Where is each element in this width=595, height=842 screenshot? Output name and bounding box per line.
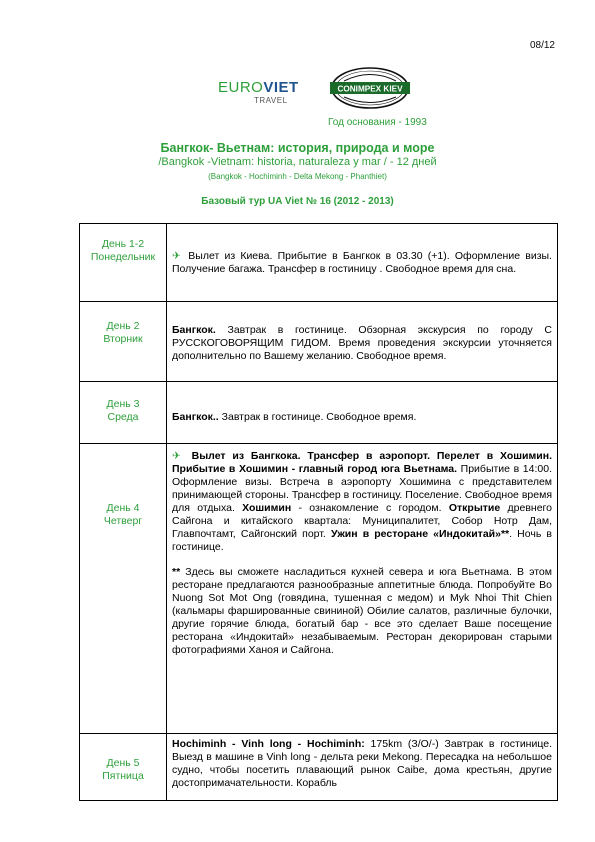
- day-text: . Ночь в гостинице.: [172, 528, 552, 553]
- weekday-label: Четверг: [103, 515, 143, 527]
- day-description: [167, 302, 558, 382]
- founded-year: Год основания - 1993: [328, 117, 427, 128]
- tour-subtitle: /Bangkok -Vietnam: historia, naturaleza y mar / - 12 дней: [158, 156, 437, 168]
- day-text: Прибытие в 14:00. Оформление визы. Встреча в аэропорту Хошимина с представителем принимающей стороны. Трансфер в гостиницу. Поселение. Свободное время для отдыха.: [172, 463, 552, 514]
- day-bold-text: Вылет из Бангкока. Трансфер в аэропорт. Перелет в Хошимин. Прибытие в Хошимин - главный город юга Вьетнама.: [172, 450, 552, 475]
- table-row: [80, 382, 558, 444]
- day-cell: [80, 302, 167, 382]
- day-label: День 4: [106, 502, 140, 514]
- euroviet-logo: [218, 79, 318, 105]
- euroviet-logo-part-a: EURO: [218, 79, 264, 96]
- table-row: [80, 224, 558, 302]
- tour-code: Базовый тур UA Viet № 16 (2012 - 2013): [201, 196, 394, 207]
- table-row: [80, 734, 558, 801]
- itinerary-table: [79, 223, 558, 801]
- day-text: - ознакомление с городом.: [291, 502, 449, 514]
- day-bold-text: Бангкок.: [172, 324, 216, 336]
- day-description: [167, 382, 558, 444]
- day-description: [167, 444, 558, 734]
- weekday-label: Пятница: [102, 770, 144, 782]
- conimpex-logo: [330, 66, 410, 111]
- table-row: [80, 302, 558, 382]
- day-label: День 3: [106, 398, 140, 410]
- day-bold-text: Ужин в ресторане «Индокитай»**: [330, 528, 510, 540]
- day-cell: [80, 444, 167, 734]
- airplane-icon: ✈: [172, 450, 185, 462]
- day-label: День 5: [106, 757, 140, 769]
- airplane-icon: ✈: [172, 250, 184, 262]
- tour-title: Бангкок- Вьетнам: история, природа и море: [160, 141, 435, 155]
- weekday-label: Среда: [107, 411, 139, 423]
- weekday-label: Вторник: [103, 333, 143, 345]
- day-label: День 2: [106, 320, 140, 332]
- day-label: День 1-2: [101, 238, 145, 250]
- day-cell: [80, 734, 167, 801]
- day-description: [167, 224, 558, 302]
- day-bold-text: Бангкок..: [172, 411, 219, 423]
- day-cell: [80, 382, 167, 444]
- day-text: 175km (З/О/-) Завтрак в гостинице. Выезд в машине в Vinh long - дельта реки Mekong. Пересадка на небольшое судно, чтобы посетить плавающий рынок Caibe, дома крестьян, другие достопримачательности. Корабль: [172, 738, 552, 789]
- euroviet-logo-sub: TRAVEL: [254, 96, 288, 105]
- euroviet-logo-part-b: VIET: [263, 79, 299, 96]
- day-text: Вылет из Киева. Прибытие в Бангкок в 03.30 (+1). Оформление визы. Получение багажа. Трансфер в гостиницу . Свободное время для сна.: [172, 250, 552, 275]
- day-text: древнего Сайгона и китайского квартала: Муниципалитет, Собор Нотр Дам, Главпочтамт, Сайгонский порт.: [172, 502, 552, 540]
- day-text: Завтрак в гостинице. Обзорная экскурсия по городу С РУССКОГОВОРЯЩИМ ГИДОМ. Время проведения экскурсии уточняется дополнительно по Вашему желанию. Свободное время.: [172, 324, 552, 362]
- weekday-label: Понедельник: [90, 251, 156, 263]
- conimpex-logo-text: CONIMPEX KIEV: [337, 84, 403, 94]
- day-description: [167, 734, 558, 801]
- day-bold-text: Hochiminh - Vinh long - Hochiminh:: [172, 738, 365, 750]
- table-row: [80, 444, 558, 734]
- day-bold-text: Хошимин: [242, 502, 292, 514]
- page-number: 08/12: [529, 40, 555, 51]
- tour-route: (Bangkok - Hochiminh - Delta Mekong - Phanthiet): [208, 172, 387, 181]
- note-mark: **: [172, 566, 181, 578]
- day-bold-text: Открытие: [448, 502, 501, 514]
- day-text: Завтрак в гостинице. Свободное время.: [218, 411, 417, 423]
- restaurant-note: Здесь вы сможете насладиться кухней севера и юга Вьетнама. В этом ресторане предлагаются разнообразные аппетитные блюда. Попробуйте Bo Nuong Sot Mot Ong (говядина, тушенная с медом) и Myk Nhoi Thit Chien (кальмары фаршированные свининой) Обилие салатов, различные булочки, другие горячие блюда, богатый бар - все это сделает Ваше посещение ресторана «Индокитай» незабываемым. Ресторан декорирован старыми фотографиями Ханоя и Сайгона.: [172, 566, 552, 656]
- day-cell: [80, 224, 167, 302]
